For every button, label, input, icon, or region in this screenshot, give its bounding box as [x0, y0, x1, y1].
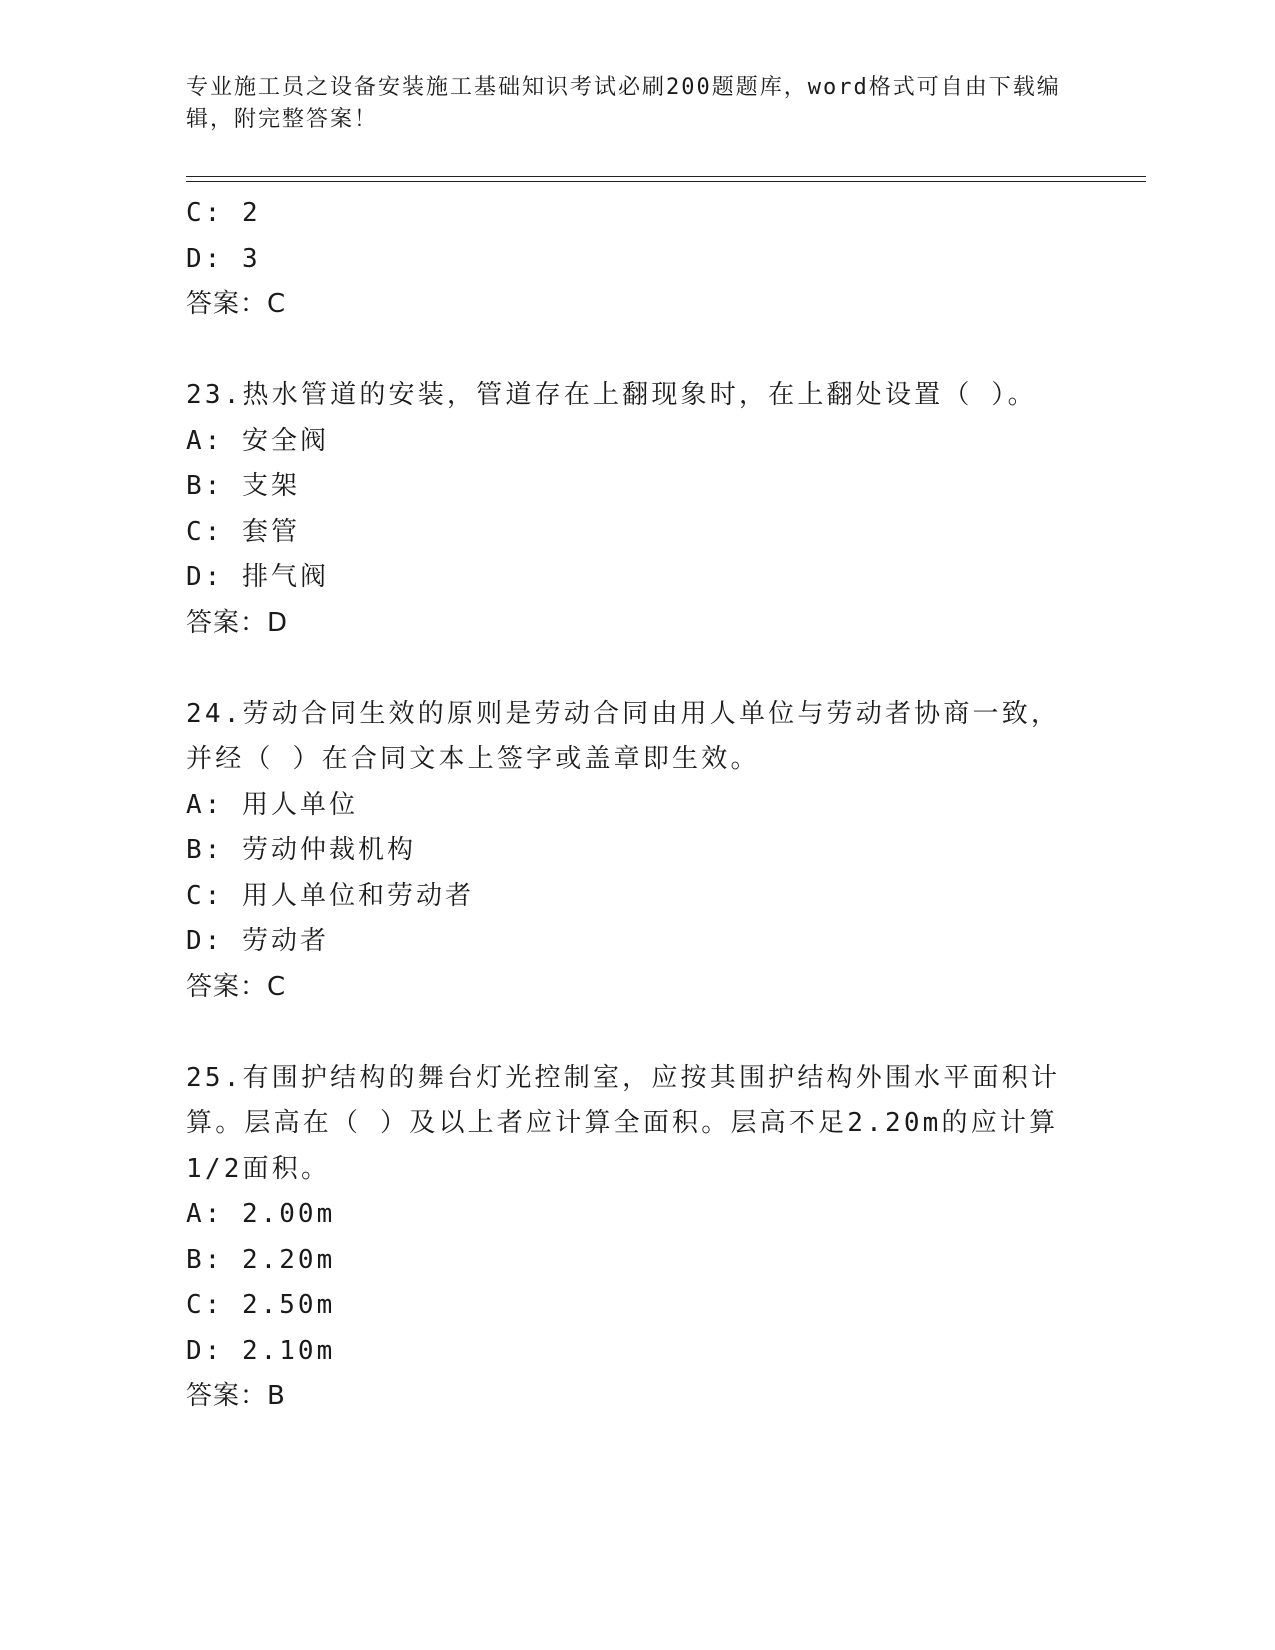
question-text: 23.热水管道的安装，管道存在上翻现象时，在上翻处设置（ ）。 — [186, 380, 1037, 410]
header-divider-bottom — [186, 181, 1146, 182]
option-a: A: 安全阀 — [186, 425, 329, 456]
option-a: A: 用人单位 — [186, 789, 358, 820]
option-c: C: 2.50m — [186, 1290, 336, 1320]
header-divider-top — [186, 176, 1146, 177]
option-c: C: 2 — [186, 198, 261, 228]
question-list — [186, 191, 1086, 1420]
spacer — [186, 1010, 1086, 1056]
answer-line: 答案：C — [186, 289, 287, 319]
option-d: D: 排气阀 — [186, 562, 329, 592]
option-d: D: 2.10m — [186, 1335, 336, 1366]
document-header: 专业施工员之设备安装施工基础知识考试必刷200题题库，word格式可自由下载编辑，附完整答案！ — [186, 75, 1061, 132]
question-text: 25.有围护结构的舞台灯光控制室，应按其围护结构外围水平面积计算。层高在（ ）及以上者应计算全面积。层高不足2.20m的应计算1/2面积。 — [186, 1062, 1061, 1184]
question-24 — [186, 692, 1086, 1011]
spacer — [186, 328, 1086, 374]
option-c: C: 用人单位和劳动者 — [186, 880, 474, 911]
previous-question-tail — [186, 191, 1086, 328]
option-b: B: 2.20m — [186, 1244, 336, 1275]
option-b: B: 劳动仲裁机构 — [186, 835, 416, 865]
answer-line: 答案：B — [186, 1381, 286, 1411]
answer-line: 答案：D — [186, 607, 289, 638]
option-c: C: 套管 — [186, 516, 300, 547]
spacer — [186, 646, 1086, 692]
question-25 — [186, 1056, 1086, 1420]
question-23 — [186, 373, 1086, 646]
option-d: D: 3 — [186, 243, 261, 274]
option-a: A: 2.00m — [186, 1199, 336, 1229]
answer-line: 答案：C — [186, 971, 287, 1002]
option-b: B: 支架 — [186, 471, 300, 501]
option-d: D: 劳动者 — [186, 926, 329, 956]
question-text: 24.劳动合同生效的原则是劳动合同由用人单位与劳动者协商一致，并经（ ）在合同文本上签字或盖章即生效。 — [186, 698, 1061, 774]
